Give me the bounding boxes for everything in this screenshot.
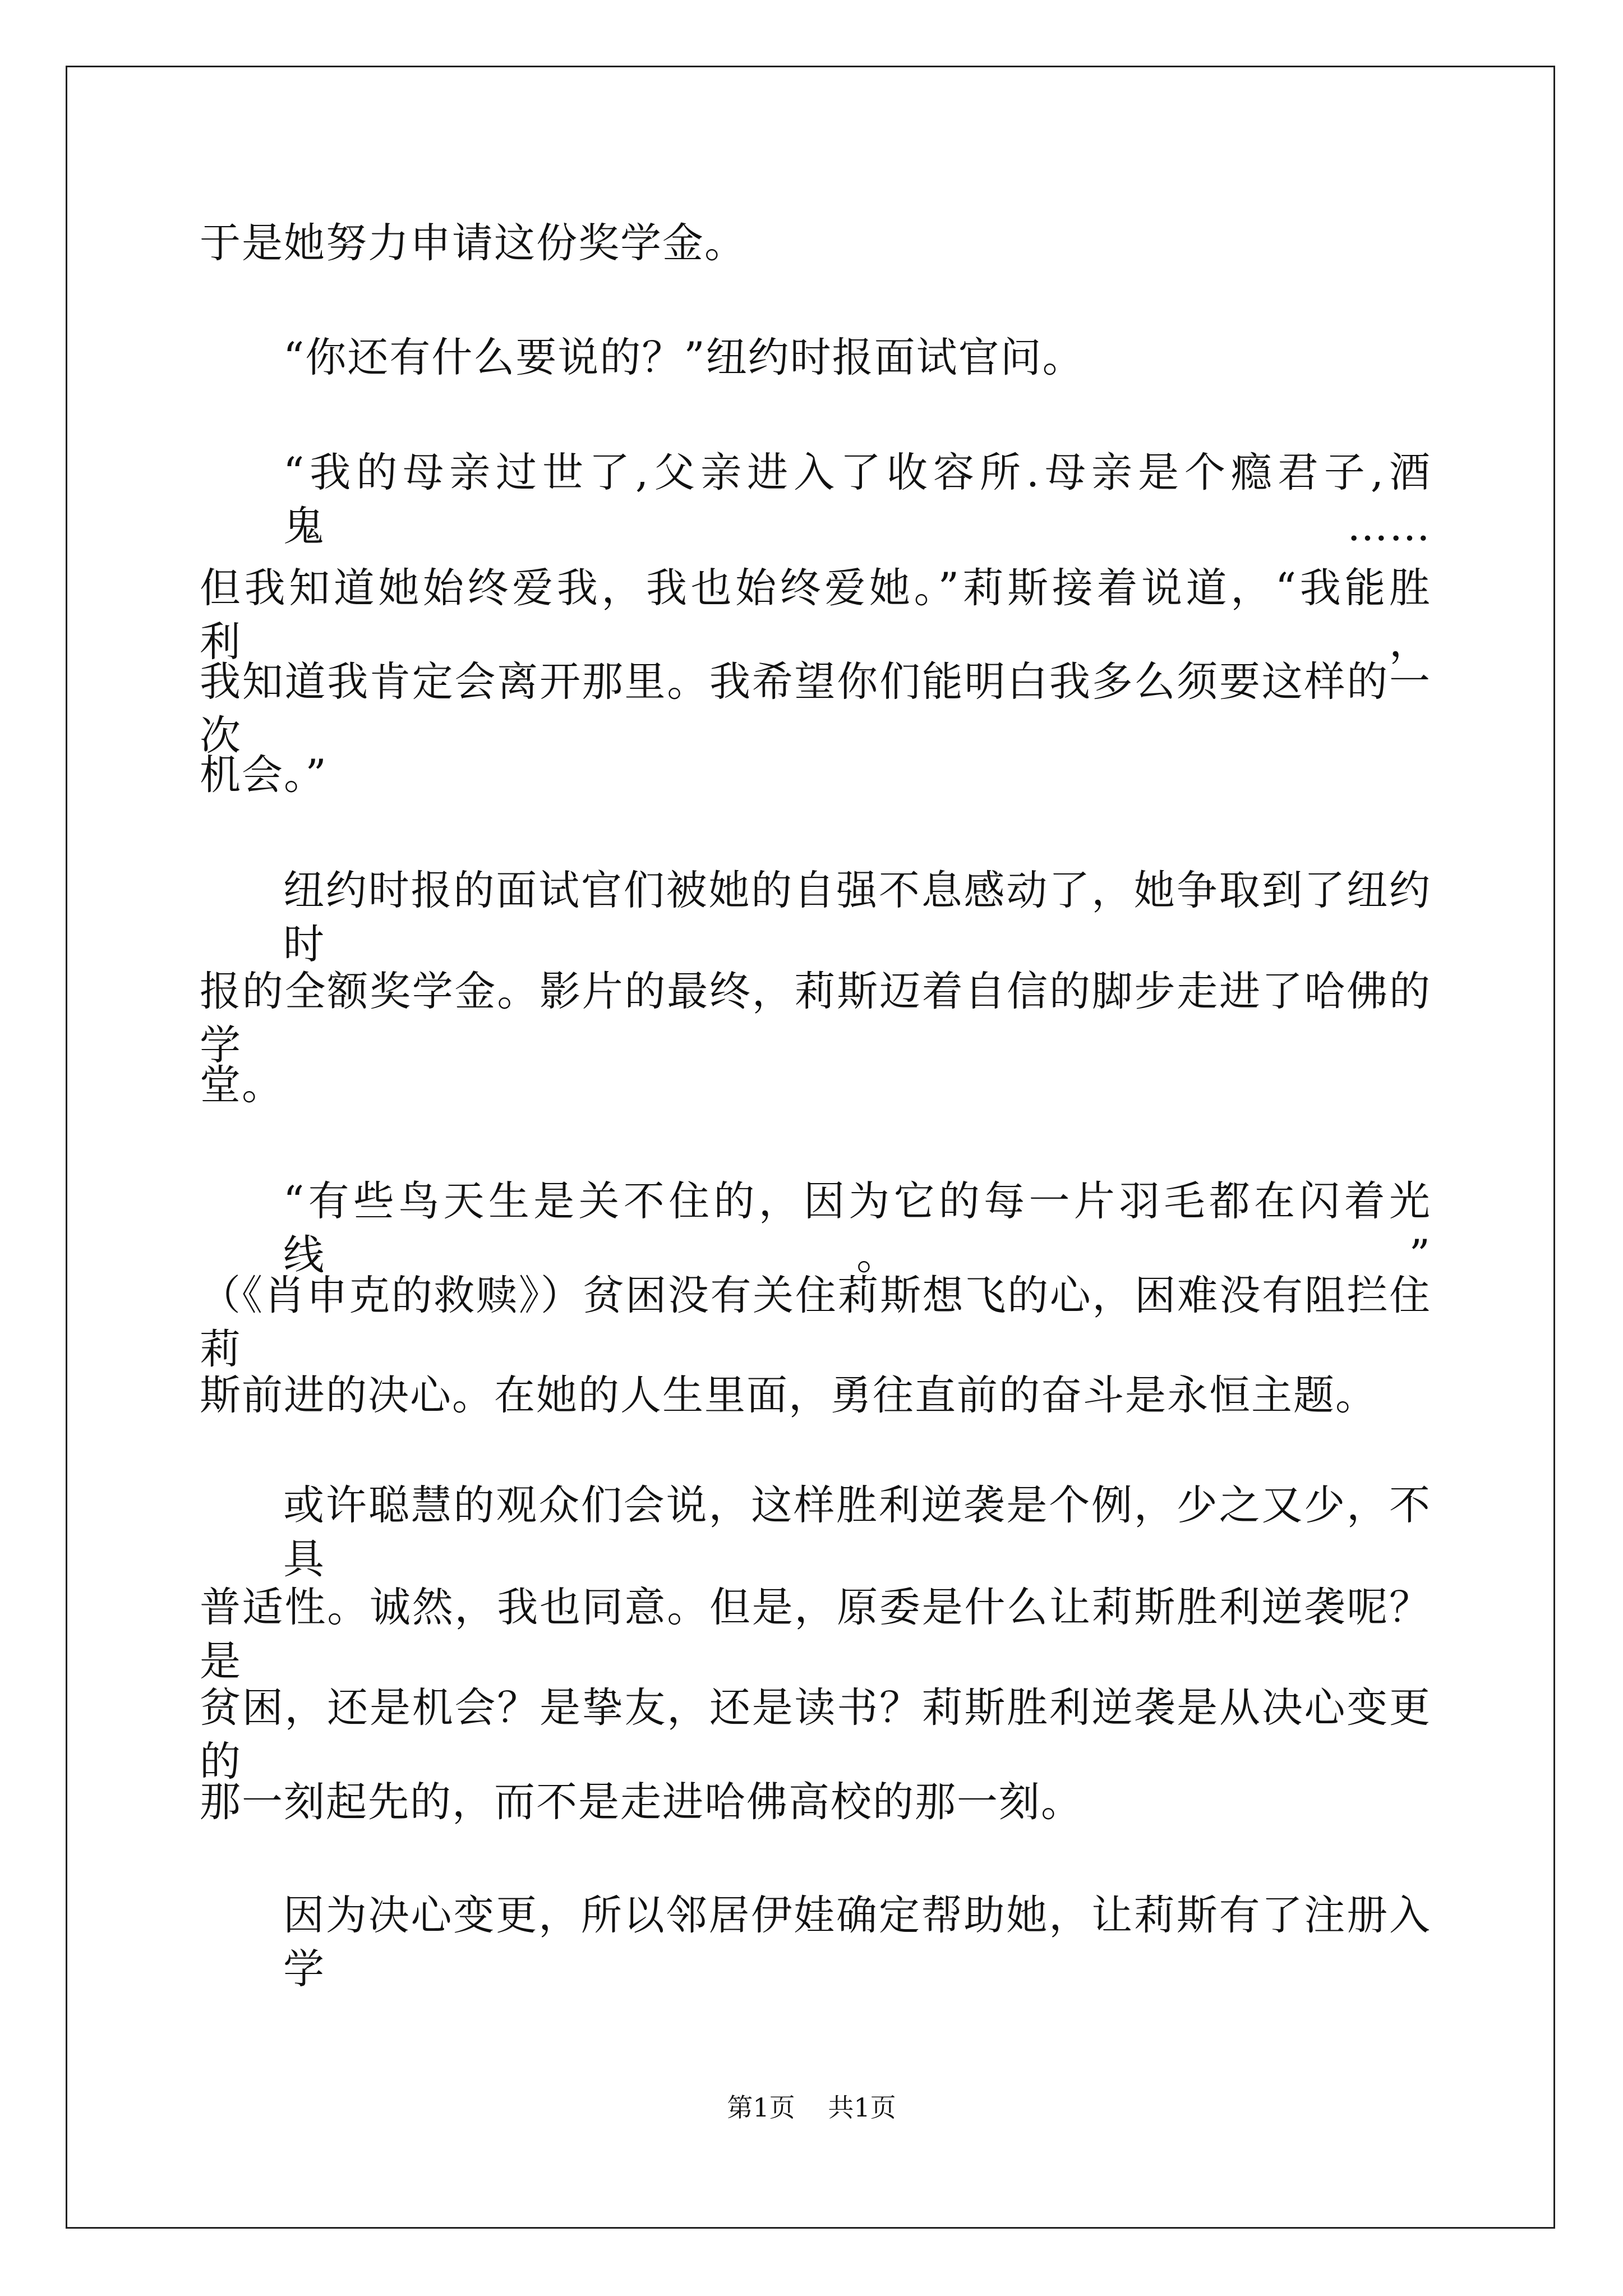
text-line-5: 我知道我肯定会离开那里。我希望你们能明白我多么须要这样的一次	[200, 658, 1431, 760]
text-line-15: 贫困，还是机会？是挚友，还是读书？莉斯胜利逆袭是从决心变更的	[200, 1684, 1431, 1786]
text-line-10: “有些鸟天生是关不住的，因为它的每一片羽毛都在闪着光线。”	[283, 1177, 1431, 1279]
text-line-7: 纽约时报的面试官们被她的自强不息感动了，她争取到了纽约时	[283, 867, 1431, 968]
text-line-12: 斯前进的决心。在她的人生里面，勇往直前的奋斗是永恒主题。	[200, 1372, 1377, 1419]
text-line-8: 报的全额奖学金。影片的最终，莉斯迈着自信的脚步走进了哈佛的学	[200, 968, 1431, 1069]
text-line-6: 机会。”	[200, 751, 328, 799]
text-line-3: “我的母亲过世了,父亲进入了收容所.母亲是个瘾君子,酒鬼……	[283, 449, 1431, 550]
text-line-13: 或许聪慧的观众们会说，这样胜利逆袭是个例，少之又少，不具	[283, 1481, 1431, 1583]
text-line-1: 于是她努力申请这份奖学金。	[200, 219, 746, 267]
text-line-16: 那一刻起先的，而不是走进哈佛高校的那一刻。	[200, 1778, 1083, 1826]
page-footer	[0, 2091, 1623, 2124]
text-line-2: “你还有什么要说的？”纽约时报面试官问。	[283, 334, 1085, 381]
page-number-current: 第1页	[727, 2092, 795, 2123]
text-line-4: 但我知道她始终爱我，我也始终爱她。”莉斯接着说道，“我能胜利，	[200, 564, 1431, 666]
text-line-9: 堂。	[200, 1061, 284, 1109]
page-number-total: 共1页	[828, 2092, 896, 2123]
text-line-11: （《肖申克的救赎》）贫困没有关住莉斯想飞的心，困难没有阻拦住莉	[200, 1272, 1431, 1373]
text-line-14: 普适性。诚然，我也同意。但是，原委是什么让莉斯胜利逆袭呢？是	[200, 1584, 1431, 1685]
text-line-17: 因为决心变更，所以邻居伊娃确定帮助她，让莉斯有了注册入学	[283, 1892, 1431, 1993]
